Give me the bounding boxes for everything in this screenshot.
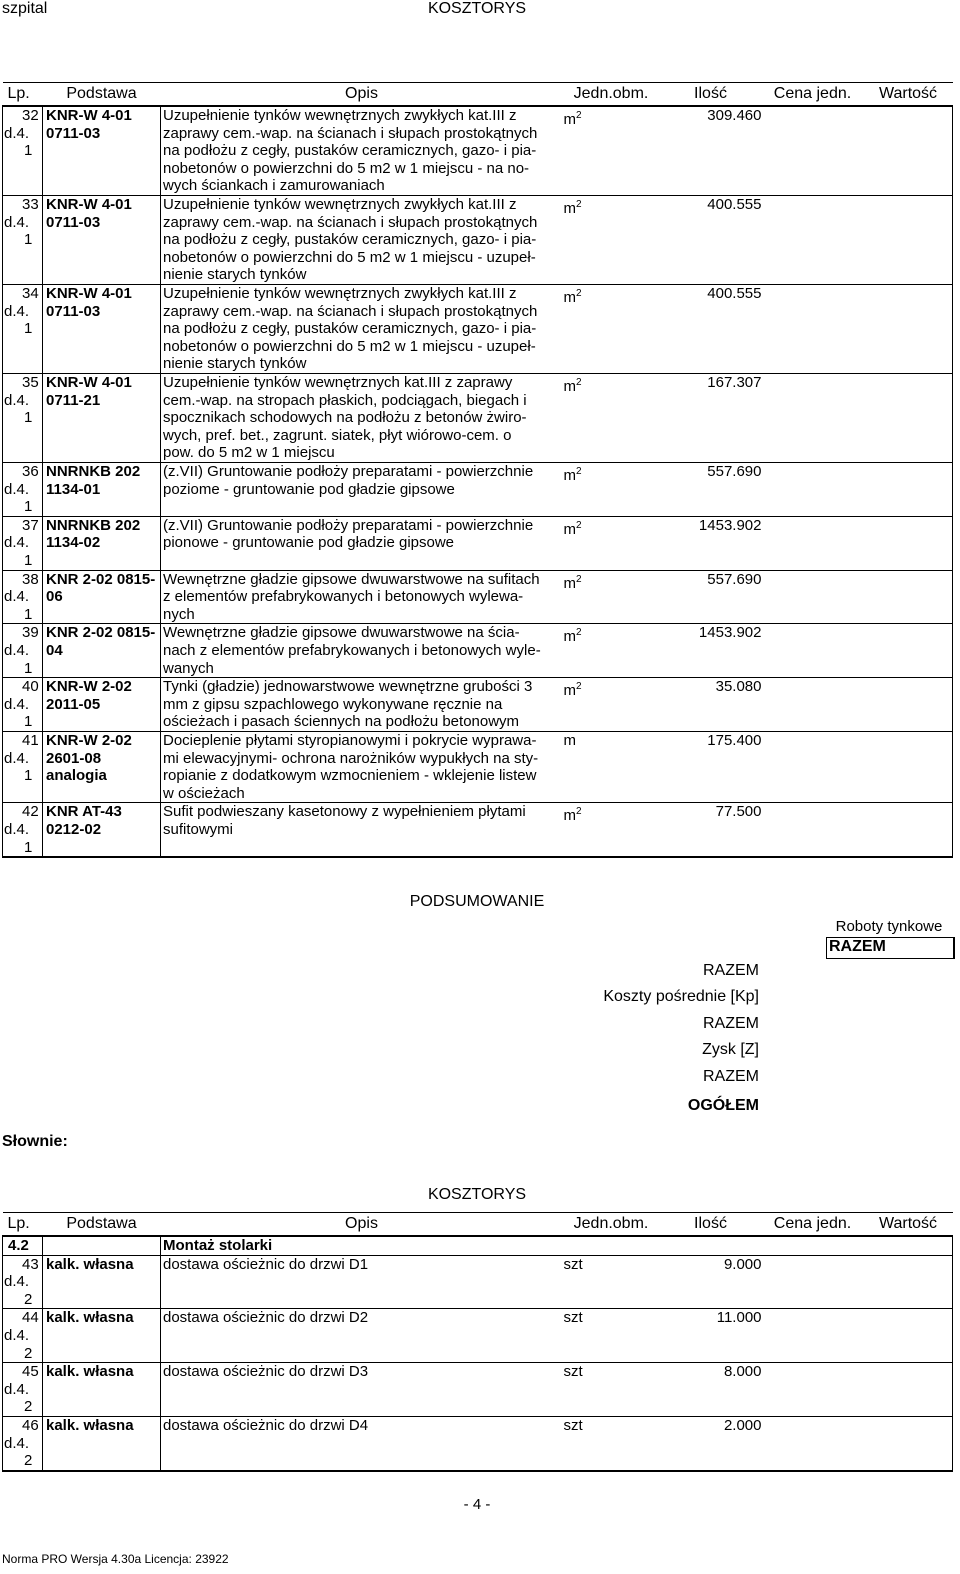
col-podstawa: Podstawa [43,1213,161,1237]
row-ilosc: 400.555 [660,285,762,374]
row-podstawa [43,731,161,802]
row-opis-line: dostawa ościeżnic do drzwi D4 [163,1416,369,1434]
row-cena [762,516,864,570]
row-opis-line: nach z elementów prefabrykowanych i betonowych wyle- [163,641,541,659]
row-sub: d.4. [4,641,30,659]
row-opis-line: nobetonów o powierzchni do 5 m2 w 1 miejscu - uzupeł- [163,248,536,266]
row-podstawa-line: NNRNKB 202 [46,516,141,534]
row-lp [3,1255,43,1309]
row-opis-line: nobetonów o powierzchni do 5 m2 w 1 miejscu - uzupeł- [163,337,536,355]
col-jedn: Jedn.obm. [563,83,660,107]
document-title: KOSZTORYS [427,0,527,17]
row-jedn [563,624,660,678]
summary-zysk: Zysk [Z] [702,1041,759,1058]
row-unit-sup: 2 [576,466,582,477]
col-jedn: Jedn.obm. [563,1213,660,1237]
row-opis-line: poziome - gruntowanie pod gładzie gipsowe [163,480,455,498]
row-cena [762,285,864,374]
summary-column-razem: RAZEM [826,937,953,959]
row-number: 35 [22,374,39,391]
row-ilosc: 9.000 [660,1255,762,1309]
row-podstawa-line: 0711-03 [46,302,101,320]
table-row [3,516,953,570]
row-podstawa-line: 1134-02 [46,534,101,552]
row-podstawa-line: KNR-W 2-02 [46,731,132,749]
row-opis-line: Wewnętrzne gładzie gipsowe dwuwarstwowe na sufitach [163,570,540,588]
row-podstawa-line: KNR-W 4-01 [46,107,132,124]
row-opis-line: wych ściankach i zamurowaniach [163,177,385,195]
row-opis-line: Uzupełnienie tynków wewnętrznych zwykłych kat.III z [163,285,517,302]
row-opis-line: dostawa ościeżnic do drzwi D2 [163,1309,369,1327]
row-unit: m [563,200,576,217]
row-lp [3,803,43,857]
row-sub: d.4. [4,1273,30,1291]
row-wartosc [864,1363,953,1417]
row-podstawa-line: KNR-W 4-01 [46,285,132,302]
row-number: 36 [22,463,39,480]
row-podstawa-line: kalk. własna [46,1309,134,1327]
document-title-2: KOSZTORYS [427,1186,527,1203]
row-opis-line: Tynki (gładzie) jednowarstwowe wewnętrzne grubości 3 [163,678,533,696]
row-opis-line: (z.VII) Gruntowanie podłoży preparatami - powierzchnie [163,463,534,480]
row-ilosc: 2.000 [660,1416,762,1470]
row-number: 40 [22,678,39,696]
row-unit-sup: 2 [576,377,582,388]
table-row [3,196,953,285]
row-opis [161,196,563,285]
row-lp [3,285,43,374]
row-cena [762,196,864,285]
row-podstawa-line: 0711-03 [46,213,101,231]
table-row [3,374,953,463]
row-group: 2 [24,1344,33,1362]
row-opis-line: na podłożu z cegły, pustaków ceramicznych, gazo- i pia- [163,231,537,249]
row-group: 1 [24,498,33,516]
row-opis-line: cem.-wap. na stropach płaskich, podciągach, biegach i [163,391,527,409]
table-row [3,1255,953,1309]
row-podstawa [43,678,161,732]
row-group: 1 [24,767,33,785]
row-podstawa-line: kalk. własna [46,1363,134,1381]
row-wartosc [864,1255,953,1309]
row-ilosc: 77.500 [660,803,762,857]
row-opis-line: Uzupełnienie tynków wewnętrznych zwykłych kat.III z [163,196,517,213]
col-podstawa: Podstawa [43,83,161,107]
row-unit: m [563,289,576,306]
row-opis [161,106,563,196]
section-row [3,1236,953,1255]
row-unit-sup: 2 [576,627,582,639]
row-opis-line: Sufit podwieszany kasetonowy z wypełnieniem płytami [163,803,526,821]
row-group: 1 [24,838,33,856]
row-unit: szt [563,1255,583,1273]
cost-table-2 [2,1212,953,1472]
row-unit-sup: 2 [576,573,582,585]
row-opis-line: mm z gipsu szpachlowego wykonywane ręcznie na [163,695,503,713]
row-lp [3,196,43,285]
license-footer: Norma PRO Wersja 4.30a Licencja: 23922 [2,1552,229,1566]
page-number: - 4 - [463,1496,491,1513]
row-ilosc: 309.460 [660,106,762,196]
summary-razem-3: RAZEM [703,1068,759,1085]
row-number: 42 [22,803,39,821]
row-opis-line: spocznikach schodowych na podłożu z betonów żwiro- [163,409,527,427]
row-jedn [563,285,660,374]
row-opis [161,374,563,463]
row-group: 1 [24,551,33,569]
row-number: 45 [22,1363,39,1381]
row-cena [762,1416,864,1470]
row-opis-line: (z.VII) Gruntowanie podłoży preparatami - powierzchnie [163,516,534,534]
row-sub: d.4. [4,588,30,606]
row-unit-sup: 2 [576,199,582,210]
row-podstawa [43,624,161,678]
row-podstawa [43,1416,161,1470]
row-opis-line: Wewnętrzne gładzie gipsowe dwuwarstwowe na ścia- [163,624,520,642]
table-row [3,1416,953,1470]
row-ilosc: 8.000 [660,1363,762,1417]
row-podstawa [43,463,161,517]
row-podstawa [43,570,161,624]
row-podstawa-line: KNR 2-02 0815- [46,570,156,588]
row-sub: d.4. [4,749,30,767]
row-opis-line: sufitowymi [163,820,234,838]
row-podstawa-line: KNR-W 4-01 [46,196,132,213]
row-number: 46 [22,1416,39,1434]
row-jedn [563,570,660,624]
row-sub: d.4. [4,480,30,498]
row-podstawa [43,1363,161,1417]
row-sub: d.4. [4,820,30,838]
row-number: 39 [22,624,39,642]
row-wartosc [864,196,953,285]
row-lp [3,624,43,678]
row-group: 1 [24,320,33,338]
row-opis-line: pow. do 5 m2 w 1 miejscu [163,444,335,462]
row-number: 38 [22,570,39,588]
row-cena [762,1309,864,1363]
table-row [3,463,953,517]
row-podstawa [43,106,161,196]
row-podstawa-line: 0711-21 [46,391,101,409]
row-unit: m [563,628,576,646]
row-ilosc: 1453.902 [660,516,762,570]
summary-column-header: Roboty tynkowe [835,918,943,935]
row-unit-sup: 2 [576,681,582,693]
cost-table-1 [2,82,953,858]
col-cena: Cena jedn. [762,1213,864,1237]
row-wartosc [864,803,953,857]
row-unit-sup: 2 [576,110,582,121]
row-unit: m [563,574,576,592]
row-jedn [563,463,660,517]
row-lp [3,106,43,196]
row-lp [3,570,43,624]
row-podstawa-line: 2011-05 [46,695,101,713]
row-opis-line: Docieplenie płytami styropianowymi i pokrycie wyprawa- [163,731,537,749]
row-cena [762,624,864,678]
row-jedn [563,1309,660,1363]
col-opis: Opis [161,1213,563,1237]
col-opis: Opis [161,83,563,107]
row-sub: d.4. [4,534,30,552]
row-jedn [563,803,660,857]
row-lp [3,1416,43,1470]
row-opis-line: pionowe - gruntowanie pod gładzie gipsowe [163,534,455,552]
row-wartosc [864,570,953,624]
row-opis-line: zaprawy cem.-wap. na ścianach i słupach prostokątnych [163,302,538,320]
row-wartosc [864,516,953,570]
row-unit-sup: 2 [576,288,582,299]
row-opis [161,731,563,802]
row-jedn [563,731,660,802]
row-opis-line: nych [163,605,195,623]
row-opis [161,1255,563,1309]
col-cena: Cena jedn. [762,83,864,107]
row-podstawa-line: 0212-02 [46,820,102,838]
section-number: 4.2 [3,1236,43,1255]
row-podstawa [43,516,161,570]
row-number: 34 [22,285,39,302]
row-lp [3,374,43,463]
row-jedn [563,374,660,463]
row-cena [762,1363,864,1417]
row-unit: szt [563,1416,583,1434]
row-number: 33 [22,196,39,213]
row-opis-line: nienie starych tynków [163,266,307,284]
row-jedn [563,1255,660,1309]
row-podstawa-line: kalk. własna [46,1416,134,1434]
row-podstawa [43,196,161,285]
row-podstawa-line: KNR AT-43 [46,803,122,821]
col-lp: Lp. [3,1213,43,1237]
row-opis-line: Uzupełnienie tynków wewnętrznych kat.III z zaprawy [163,374,513,391]
row-podstawa-line: kalk. własna [46,1255,134,1273]
row-cena [762,374,864,463]
row-unit: m [563,520,576,538]
row-lp [3,1309,43,1363]
table-row [3,803,953,857]
row-unit: m [563,682,576,700]
row-unit-sup: 2 [576,519,582,531]
row-opis-line: w ościeżach [163,784,245,802]
row-group: 2 [24,1290,33,1308]
row-number: 37 [22,516,39,534]
row-opis-line: mi elewacyjnymi- ochrona narożników wypukłych na sty- [163,749,539,767]
row-opis-line: ościeżach i pasach ściennych na podłożu betonowym [163,713,520,731]
section-name: Montaż stolarki [161,1236,563,1255]
row-podstawa-line: NNRNKB 202 [46,463,141,480]
summary-koszty-posrednie: Koszty pośrednie [Kp] [603,988,759,1005]
row-opis-line: na podłożu z cegły, pustaków ceramicznych, gazo- i pia- [163,320,537,338]
row-opis-line: zaprawy cem.-wap. na ścianach i słupach prostokątnych [163,213,538,231]
row-cena [762,106,864,196]
row-jedn [563,516,660,570]
row-lp [3,1363,43,1417]
row-jedn [563,1416,660,1470]
row-ilosc: 400.555 [660,196,762,285]
row-unit: m [563,807,576,825]
row-sub: d.4. [4,1326,30,1344]
row-ilosc: 35.080 [660,678,762,732]
row-jedn [563,106,660,196]
col-wartosc: Wartość [864,83,953,107]
row-sub: d.4. [4,1434,30,1452]
row-wartosc [864,463,953,517]
row-group: 1 [24,713,33,731]
row-unit: m [563,731,576,749]
row-podstawa-line: KNR-W 4-01 [46,374,132,391]
row-podstawa-line: 0711-03 [46,124,101,142]
row-number: 32 [22,107,39,124]
row-group: 1 [24,409,33,427]
row-wartosc [864,1416,953,1470]
row-wartosc [864,106,953,196]
row-lp [3,731,43,802]
table-header-row-2 [3,1213,953,1237]
row-podstawa [43,803,161,857]
row-cena [762,1255,864,1309]
row-unit-sup: 2 [576,806,582,818]
row-unit: szt [563,1309,583,1327]
row-opis [161,516,563,570]
row-lp [3,516,43,570]
row-number: 44 [22,1309,39,1327]
row-wartosc [864,678,953,732]
summary-razem-2: RAZEM [703,1015,759,1032]
table-row [3,570,953,624]
row-sub: d.4. [4,695,30,713]
row-group: 2 [24,1398,33,1416]
row-opis [161,463,563,517]
row-jedn [563,678,660,732]
row-wartosc [864,624,953,678]
row-group: 1 [24,142,33,160]
summary-razem-1: RAZEM [703,962,759,979]
row-wartosc [864,731,953,802]
row-opis-line: nobetonów o powierzchni do 5 m2 w 1 miejscu - na no- [163,159,530,177]
row-opis-line: dostawa ościeżnic do drzwi D1 [163,1255,369,1273]
row-sub: d.4. [4,1380,30,1398]
table-row [3,1309,953,1363]
row-ilosc: 167.307 [660,374,762,463]
table-row [3,624,953,678]
row-opis [161,803,563,857]
row-cena [762,678,864,732]
row-cena [762,463,864,517]
row-opis-line: z elementów prefabrykowanych i betonowych wylewa- [163,588,524,606]
row-opis-line: na podłożu z cegły, pustaków ceramicznych, gazo- i pia- [163,142,537,160]
row-opis-line: dostawa ościeżnic do drzwi D3 [163,1363,369,1381]
table-header-row [3,83,953,107]
row-ilosc: 557.690 [660,570,762,624]
summary-title: PODSUMOWANIE [409,893,545,910]
row-ilosc: 175.400 [660,731,762,802]
row-sub: d.4. [4,124,30,142]
row-group: 1 [24,659,33,677]
row-wartosc [864,285,953,374]
row-cena [762,803,864,857]
row-jedn [563,196,660,285]
row-opis-line: zaprawy cem.-wap. na ścianach i słupach prostokątnych [163,124,538,142]
row-sub: d.4. [4,302,30,320]
row-sub: d.4. [4,391,30,409]
row-lp [3,678,43,732]
col-lp: Lp. [3,83,43,107]
row-opis [161,570,563,624]
row-podstawa [43,1309,161,1363]
row-podstawa-line: analogia [46,767,107,785]
row-opis [161,678,563,732]
row-cena [762,731,864,802]
summary-column [826,918,952,958]
row-opis [161,1416,563,1470]
row-podstawa-line: 06 [46,588,63,606]
col-ilosc: Ilość [660,1213,762,1237]
table-row [3,1363,953,1417]
col-wartosc: Wartość [864,1213,953,1237]
row-opis-line: Uzupełnienie tynków wewnętrznych zwykłych kat.III z [163,107,517,124]
col-ilosc: Ilość [660,83,762,107]
row-podstawa [43,374,161,463]
table-row [3,106,953,196]
summary-ogolem: OGÓŁEM [687,1097,759,1114]
row-wartosc [864,374,953,463]
row-podstawa-line: KNR-W 2-02 [46,678,132,696]
row-unit: m [563,378,576,395]
row-opis [161,1363,563,1417]
table-row [3,678,953,732]
row-lp [3,463,43,517]
row-podstawa-line: KNR 2-02 0815- [46,624,156,642]
row-ilosc: 557.690 [660,463,762,517]
row-opis-line: wanych [163,659,214,677]
row-wartosc [864,1309,953,1363]
document-header-left: szpital [2,0,48,17]
row-opis [161,1309,563,1363]
row-ilosc: 11.000 [660,1309,762,1363]
slownie-label: Słownie: [2,1133,68,1150]
row-jedn [563,1363,660,1417]
row-number: 41 [22,731,39,749]
row-podstawa-line: 2601-08 [46,749,102,767]
row-podstawa-line: 1134-01 [46,480,101,498]
row-sub: d.4. [4,213,30,231]
row-cena [762,570,864,624]
row-group: 2 [24,1452,33,1470]
row-group: 1 [24,231,33,249]
table-row [3,731,953,802]
table-row [3,285,953,374]
row-group: 1 [24,605,33,623]
row-opis-line: nienie starych tynków [163,355,307,373]
row-podstawa [43,285,161,374]
row-unit: szt [563,1363,583,1381]
row-number: 43 [22,1255,39,1273]
row-opis [161,285,563,374]
row-unit: m [563,111,576,128]
row-ilosc: 1453.902 [660,624,762,678]
row-podstawa [43,1255,161,1309]
row-opis [161,624,563,678]
row-podstawa-line: 04 [46,641,63,659]
row-opis-line: ropianie z dodatkowym wzmocnieniem - wklejenie listew [163,767,537,785]
row-opis-line: wych, pref. bet., zagrunt. siatek, płyt wiórowo-cem. o [163,426,512,444]
row-unit: m [563,467,576,484]
